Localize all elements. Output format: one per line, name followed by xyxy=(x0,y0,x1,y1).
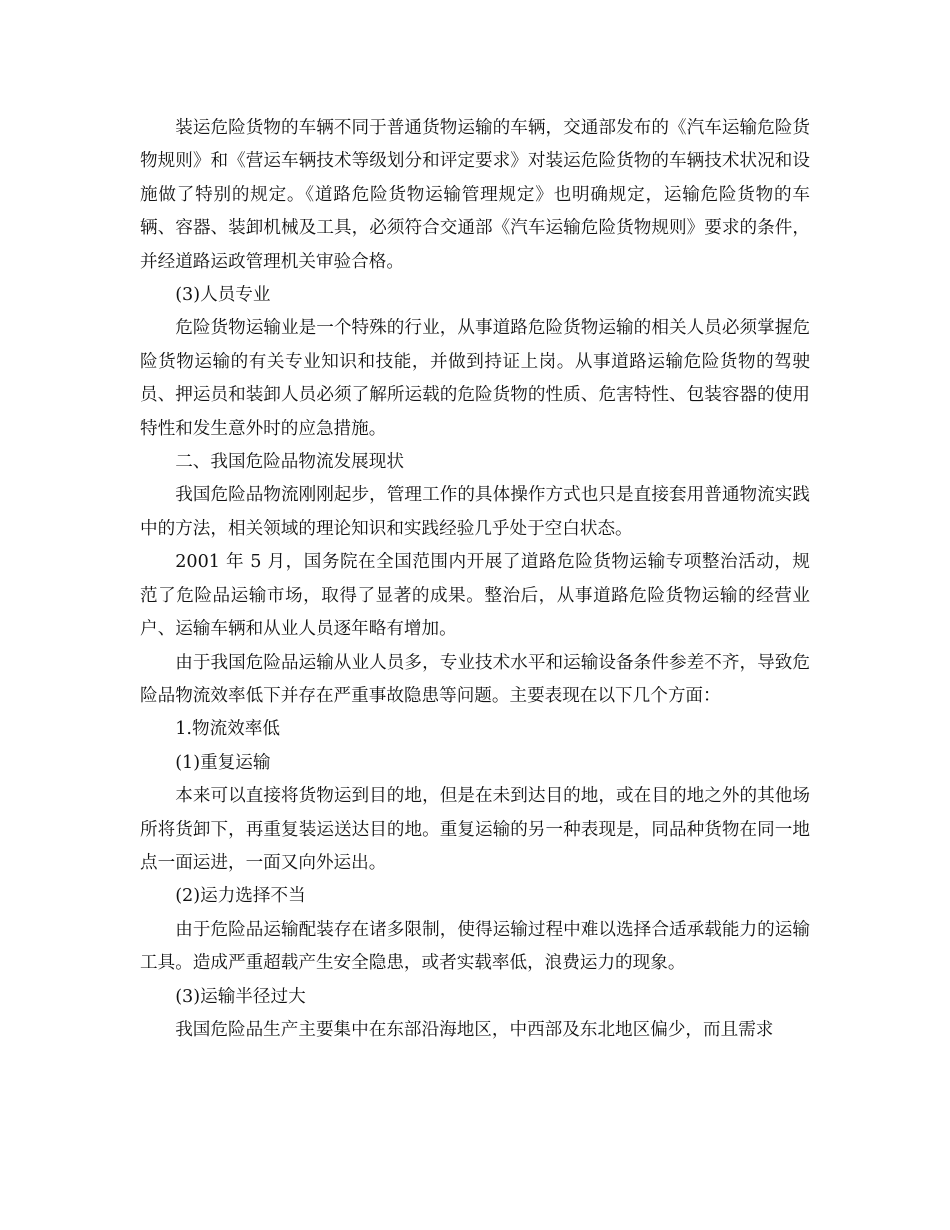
subheading-low-efficiency: 1.物流效率低 xyxy=(175,719,280,740)
paragraph-transport-radius: 我国危险品生产主要集中在东部沿海地区，中西部及东北地区偏少，而且需求 xyxy=(175,1019,774,1040)
paragraph-capacity-selection: 由于危险品运输配装存在诸多限制，使得运输过程中难以选择合适承载能力的运输工具。造成严重超载产生安全隐患，或者实载率低，浪费运力的现象。 xyxy=(140,919,810,974)
section-heading-current-status: 二、我国危险品物流发展现状 xyxy=(175,452,404,473)
subheading-personnel-professional: (3)人员专业 xyxy=(175,285,271,306)
paragraph-early-stage: 我国危险品物流刚刚起步，管理工作的具体操作方式也只是直接套用普通物流实践中的方法，相关领域的理论知识和实践经验几乎处于空白状态。 xyxy=(140,485,810,539)
subheading-repeated-transport: (1)重复运输 xyxy=(175,752,271,773)
paragraph-personnel: 危险货物运输业是一个特殊的行业，从事道路危险货物运输的相关人员必须掌握危险货物运输的有关专业知识和技能，并做到持证上岗。从事道路运输危险货物的驾驶员、押运员和装卸人员必须了解所运载的危险货物的性质、危害特性、包装容器的使用特性和发生意外时的应急措施。 xyxy=(140,318,810,439)
subheading-capacity-selection: (2)运力选择不当 xyxy=(175,886,306,907)
paragraph-vehicle-requirements: 装运危险货物的车辆不同于普通货物运输的车辆，交通部发布的《汽车运输危险货物规则》和《营运车辆技术等级划分和评定要求》对装运危险货物的车辆技术状况和设施做了特别的规定。《道路危险货物运输管理规定》也明确规定，运输危险货物的车辆、容器、装卸机械及工具，必须符合交通部《汽车运输危险货物规则》要求的条件，并经道路运政管理机关审验合格。 xyxy=(140,118,810,272)
subheading-transport-radius: (3)运输半径过大 xyxy=(175,986,306,1007)
paragraph-2001-rectification: 2001 年 5 月，国务院在全国范围内开展了道路危险货物运输专项整治活动，规范了危险品运输市场，取得了显著的成果。整治后，从事道路危险货物运输的经营业户、运输车辆和从业人员逐年略有增加。 xyxy=(140,552,810,640)
paragraph-repeated-transport: 本来可以直接将货物运到目的地，但是在未到达目的地，或在目的地之外的其他场所将货卸下，再重复装运送达目的地。重复运输的另一种表现是，同品种货物在同一地点一面运进，一面又向外运出。 xyxy=(140,786,810,873)
paragraph-problems-intro: 由于我国危险品运输从业人员多，专业技术水平和运输设备条件参差不齐，导致危险品物流效率低下并存在严重事故隐患等问题。主要表现在以下几个方面： xyxy=(140,652,810,706)
